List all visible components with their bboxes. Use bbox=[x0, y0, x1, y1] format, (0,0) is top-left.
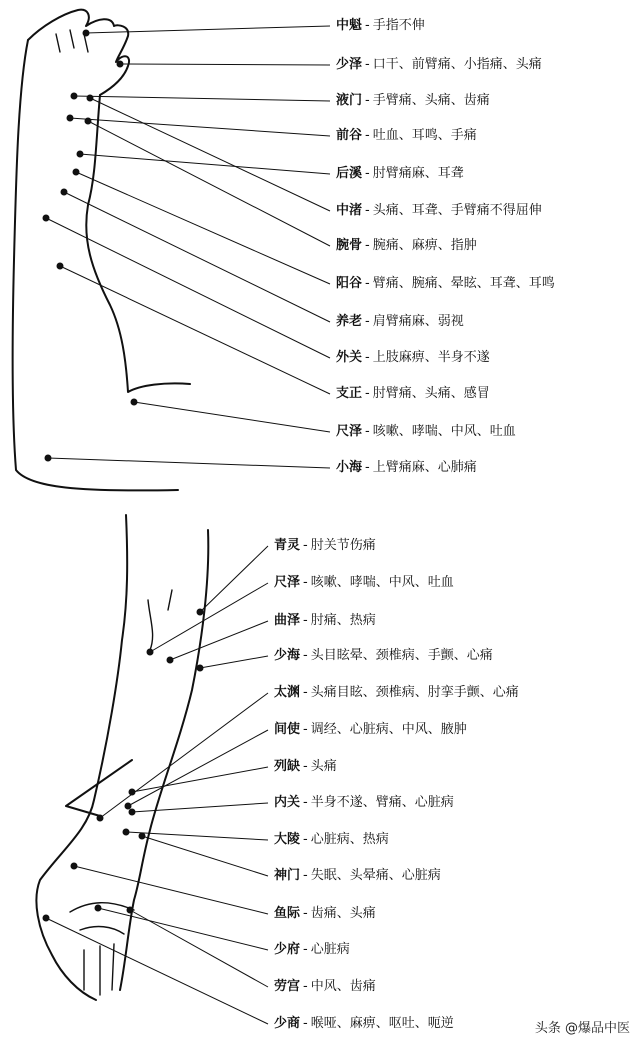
upper-leader-line bbox=[70, 118, 330, 136]
point-description: 臂痛、腕痛、晕眩、耳聋、耳鸣 bbox=[372, 276, 555, 291]
lower-leader-line bbox=[74, 866, 268, 914]
upper-point-dot bbox=[67, 115, 73, 121]
point-description: 心脏病、热病 bbox=[310, 832, 389, 847]
point-description: 咳嗽、哮喘、中风、吐血 bbox=[372, 424, 516, 439]
palm-lines bbox=[70, 903, 134, 995]
lower-leader-line bbox=[130, 910, 268, 987]
upper-point-label bbox=[336, 166, 464, 182]
lower-point-label bbox=[274, 795, 454, 811]
lower-point-dot bbox=[43, 915, 49, 921]
point-separator: - bbox=[365, 57, 370, 72]
point-name: 支正 bbox=[336, 386, 363, 401]
upper-leader-line bbox=[64, 192, 330, 322]
lower-point-dot bbox=[197, 609, 203, 615]
point-name: 腕骨 bbox=[336, 238, 363, 253]
lower-point-dot bbox=[167, 657, 173, 663]
point-separator: - bbox=[303, 868, 308, 883]
lower-leader-line bbox=[200, 546, 268, 612]
point-separator: - bbox=[303, 648, 308, 663]
lower-leader-line bbox=[132, 803, 268, 812]
lower-point-label bbox=[274, 759, 337, 775]
point-description: 肘臂痛、头痛、感冒 bbox=[372, 386, 490, 401]
point-name: 曲泽 bbox=[274, 613, 301, 628]
upper-point-dot bbox=[85, 118, 91, 124]
watermark: 头条 @爆品中医 bbox=[534, 1021, 630, 1036]
upper-point-label bbox=[336, 424, 516, 440]
upper-point-label bbox=[336, 18, 425, 34]
upper-point-dot bbox=[57, 263, 63, 269]
upper-leader-line bbox=[46, 218, 330, 358]
point-description: 头痛、耳聋、手臂痛不得屈伸 bbox=[372, 203, 542, 218]
point-name: 劳宫 bbox=[274, 979, 301, 994]
point-separator: - bbox=[365, 128, 370, 143]
lower-point-label bbox=[274, 1016, 454, 1032]
upper-leader-line bbox=[80, 154, 330, 174]
point-name: 前谷 bbox=[336, 128, 363, 143]
point-description: 腕痛、麻痹、指肿 bbox=[372, 238, 477, 253]
lower-point-dot bbox=[95, 905, 101, 911]
upper-point-dot bbox=[131, 399, 137, 405]
point-separator: - bbox=[365, 93, 370, 108]
point-name: 列缺 bbox=[274, 759, 301, 774]
upper-point-dot bbox=[43, 215, 49, 221]
upper-point-dot bbox=[45, 455, 51, 461]
lower-leader-line bbox=[150, 583, 268, 652]
point-separator: - bbox=[365, 18, 370, 33]
lower-point-dot bbox=[123, 829, 129, 835]
point-description: 半身不遂、臂痛、心脏病 bbox=[310, 795, 454, 810]
point-name: 青灵 bbox=[274, 538, 301, 553]
upper-arm-outline-left bbox=[13, 40, 178, 490]
lower-point-label bbox=[274, 906, 376, 922]
upper-point-dot bbox=[61, 189, 67, 195]
point-separator: - bbox=[303, 575, 308, 590]
upper-point-label bbox=[336, 276, 555, 292]
point-description: 咳嗽、哮喘、中风、吐血 bbox=[310, 575, 454, 590]
lower-leader-line bbox=[98, 908, 268, 950]
lower-point-dot bbox=[97, 815, 103, 821]
point-separator: - bbox=[303, 685, 308, 700]
lower-point-label bbox=[274, 685, 519, 701]
lower-point-label bbox=[274, 942, 350, 958]
point-separator: - bbox=[303, 759, 308, 774]
upper-point-label bbox=[336, 386, 490, 402]
point-name: 太渊 bbox=[274, 685, 301, 700]
point-name: 液门 bbox=[336, 93, 363, 108]
point-separator: - bbox=[303, 538, 308, 553]
point-separator: - bbox=[365, 203, 370, 218]
upper-point-dot bbox=[71, 93, 77, 99]
upper-leader-line bbox=[134, 402, 330, 432]
point-separator: - bbox=[303, 942, 308, 957]
point-description: 头痛目眩、颈椎病、肘挛手颤、心痛 bbox=[310, 685, 519, 700]
point-description: 调经、心脏病、中风、腋肿 bbox=[310, 722, 467, 737]
point-description: 吐血、耳鸣、手痛 bbox=[372, 128, 477, 143]
lower-point-dot bbox=[147, 649, 153, 655]
point-separator: - bbox=[303, 795, 308, 810]
upper-leader-line bbox=[74, 96, 330, 101]
point-description: 手臂痛、头痛、齿痛 bbox=[372, 93, 490, 108]
lower-point-dot bbox=[197, 665, 203, 671]
point-separator: - bbox=[365, 314, 370, 329]
upper-point-dot bbox=[87, 95, 93, 101]
lower-arm-outline-right bbox=[120, 530, 208, 990]
point-name: 间使 bbox=[274, 722, 301, 737]
point-name: 中渚 bbox=[336, 203, 363, 218]
lower-point-dot bbox=[139, 833, 145, 839]
point-separator: - bbox=[365, 386, 370, 401]
lower-point-label bbox=[274, 979, 376, 995]
lower-leader-line bbox=[200, 656, 268, 668]
lower-arm-outline-left bbox=[36, 515, 127, 1000]
point-description: 手指不伸 bbox=[372, 18, 425, 33]
point-name: 阳谷 bbox=[336, 276, 363, 291]
point-separator: - bbox=[365, 350, 370, 365]
lower-point-label bbox=[274, 832, 389, 848]
upper-point-label bbox=[336, 128, 477, 144]
point-separator: - bbox=[303, 906, 308, 921]
point-separator: - bbox=[303, 832, 308, 847]
hand-fingers bbox=[28, 10, 129, 95]
upper-point-label bbox=[336, 93, 490, 109]
upper-point-dot bbox=[73, 169, 79, 175]
lower-leader-line bbox=[142, 836, 268, 876]
upper-arm-outline-right bbox=[86, 95, 190, 392]
point-description: 心脏病 bbox=[310, 942, 350, 957]
lower-leader-line bbox=[46, 918, 268, 1024]
upper-point-label bbox=[336, 203, 542, 219]
lower-point-label bbox=[274, 538, 376, 554]
point-description: 口干、前臂痛、小指痛、头痛 bbox=[372, 57, 542, 72]
lower-leader-line bbox=[170, 621, 268, 660]
point-name: 少海 bbox=[274, 648, 301, 663]
point-separator: - bbox=[303, 613, 308, 628]
point-separator: - bbox=[365, 166, 370, 181]
point-name: 鱼际 bbox=[274, 906, 301, 921]
point-name: 后溪 bbox=[336, 166, 363, 181]
lower-point-label bbox=[274, 648, 493, 664]
point-separator: - bbox=[365, 424, 370, 439]
lower-point-label bbox=[274, 575, 454, 591]
point-description: 上臂痛麻、心肺痛 bbox=[372, 460, 477, 475]
upper-point-label bbox=[336, 314, 464, 330]
point-name: 养老 bbox=[336, 314, 363, 329]
upper-point-dot bbox=[83, 30, 89, 36]
point-name: 尺泽 bbox=[336, 424, 363, 439]
point-description: 头目眩晕、颈椎病、手颤、心痛 bbox=[310, 648, 493, 663]
point-separator: - bbox=[365, 460, 370, 475]
upper-leader-line bbox=[76, 172, 330, 284]
point-description: 肘痛、热病 bbox=[310, 613, 376, 628]
upper-point-label bbox=[336, 350, 490, 366]
point-name: 少府 bbox=[274, 942, 301, 957]
wrist-wedge bbox=[66, 760, 132, 816]
point-description: 肘关节伤痛 bbox=[310, 538, 376, 553]
lower-point-dot bbox=[125, 803, 131, 809]
point-description: 失眠、头晕痛、心脏病 bbox=[310, 868, 441, 883]
point-separator: - bbox=[303, 979, 308, 994]
point-description: 中风、齿痛 bbox=[310, 979, 376, 994]
point-name: 中魁 bbox=[336, 18, 363, 33]
upper-leader-line bbox=[88, 121, 330, 246]
lower-point-dot bbox=[127, 907, 133, 913]
upper-point-dot bbox=[77, 151, 83, 157]
point-name: 神门 bbox=[274, 868, 301, 883]
lower-point-label bbox=[274, 722, 467, 738]
lower-point-label bbox=[274, 613, 376, 629]
upper-point-label bbox=[336, 460, 477, 476]
point-separator: - bbox=[365, 276, 370, 291]
point-description: 上肢麻痹、半身不遂 bbox=[372, 350, 490, 365]
upper-point-label bbox=[336, 238, 477, 254]
point-description: 肩臂痛麻、弱视 bbox=[372, 314, 464, 329]
upper-leader-line bbox=[60, 266, 330, 394]
point-description: 齿痛、头痛 bbox=[310, 906, 376, 921]
upper-leader-line bbox=[120, 64, 330, 65]
upper-point-label bbox=[336, 57, 542, 73]
point-name: 尺泽 bbox=[274, 575, 301, 590]
point-description: 喉哑、麻痹、呕吐、呃逆 bbox=[310, 1016, 454, 1031]
point-description: 肘臂痛麻、耳聋 bbox=[372, 166, 464, 181]
point-name: 大陵 bbox=[274, 832, 301, 847]
point-name: 外关 bbox=[336, 350, 363, 365]
point-name: 小海 bbox=[336, 460, 363, 475]
point-name: 少商 bbox=[274, 1016, 301, 1031]
point-separator: - bbox=[365, 238, 370, 253]
lower-leader-line bbox=[128, 730, 268, 806]
lower-point-label bbox=[274, 868, 441, 884]
point-description: 头痛 bbox=[310, 759, 337, 774]
lower-leader-line bbox=[100, 693, 268, 818]
point-name: 少泽 bbox=[336, 57, 363, 72]
upper-point-dot bbox=[117, 61, 123, 67]
upper-leader-line bbox=[48, 458, 330, 468]
point-name: 内关 bbox=[274, 795, 301, 810]
lower-point-dot bbox=[129, 809, 135, 815]
point-separator: - bbox=[303, 722, 308, 737]
point-separator: - bbox=[303, 1016, 308, 1031]
lower-point-dot bbox=[71, 863, 77, 869]
lower-point-dot bbox=[129, 789, 135, 795]
